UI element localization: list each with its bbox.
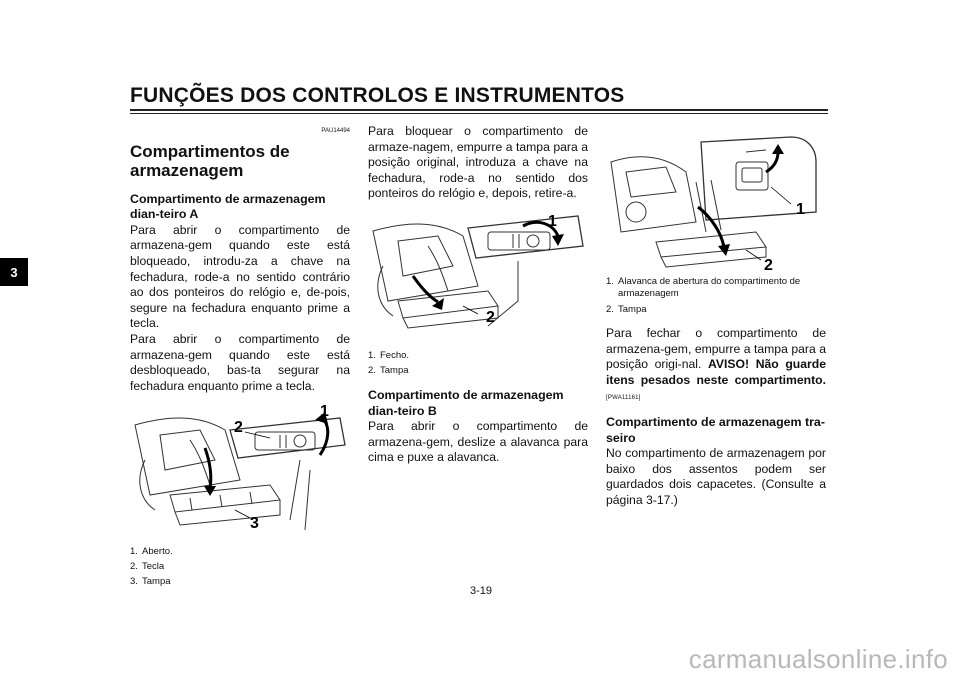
figure-front-storage-b — [606, 132, 826, 272]
figure-front-storage-a — [130, 400, 350, 540]
figure-legend-lock — [368, 348, 588, 378]
callout-1: 1 — [548, 212, 557, 230]
callout-2: 2 — [764, 257, 773, 272]
illustration-storage-b — [606, 132, 826, 272]
paragraph-open-b: Para abrir o compartimento de armazena-gem, deslize a alavanca para cima e puxe a alavanca. — [368, 419, 588, 465]
legend-item: 2. Tampa — [368, 364, 409, 376]
callout-2: 2 — [486, 308, 495, 326]
callout-1: 1 — [320, 403, 329, 421]
paragraph-open-locked: Para abrir o compartimento de armazena-gem quando este está bloqueado, introdu-za a chave na fechadura, rode-a no sentido contrário ao dos ponteiros do relógio e, de-pois, segure na fechadura enquanto prime a tecla. — [130, 222, 350, 331]
callout-3: 3 — [250, 515, 259, 533]
subsection-title-front-b: Compartimento de armazenagem dian-teiro B — [368, 387, 564, 418]
figure-front-storage-lock — [368, 206, 588, 346]
legend-item: 1. Aberto. — [130, 546, 173, 558]
column-1 — [130, 124, 350, 589]
header-rule-thin — [130, 113, 828, 114]
paragraph-lock: Para bloquear o compartimento de armaze-nagem, empurre a tampa para a posição original, introduza a chave na fechadura, rode-a no sentido dos ponteiros do relógio e, depois, retire-a. — [368, 124, 588, 201]
page-header-title: FUNÇÕES DOS CONTROLOS E INSTRUMENTOS — [130, 84, 625, 107]
warning-notice: AVISO! Não guarde itens pesados neste compartimento. — [606, 357, 826, 387]
paragraph-open-unlocked: Para abrir o compartimento de armazena-gem quando este está desbloqueado, bas-ta segurar na fechadura enquanto prime a tecla. — [130, 331, 350, 393]
paragraph-rear: No compartimento de armazenagem por baixo dos assentos podem ser guardados dois capacetes. (Consulte a página 3-17.) — [606, 446, 826, 507]
column-3 — [606, 124, 826, 509]
legend-item: 3. Tampa — [130, 576, 171, 588]
illustration-storage-lock — [368, 206, 588, 346]
warning-code: [PWA11161] — [606, 395, 641, 402]
legend-item: 2. Tecla — [130, 561, 165, 573]
callout-2: 2 — [234, 419, 243, 437]
illustration-storage-a — [130, 400, 350, 540]
column-2 — [368, 124, 588, 466]
legend-item: 1. Alavanca de abertura do compartimento de armazenagem — [606, 276, 801, 299]
legend-item: 2. Tampa — [606, 304, 647, 315]
figure-legend-a — [130, 544, 350, 589]
section-title: Compartimentos de armazenagem — [130, 141, 290, 180]
section-code: PAU14494 — [321, 128, 350, 134]
subsection-title-front-a: Compartimento de armazenagem dian-teiro A — [130, 191, 326, 222]
close-text: Para fechar o compartimento de armazena-gem, empurre a tampa para a posição origi-nal. — [606, 326, 826, 372]
header-rule — [130, 109, 828, 111]
chapter-tab: 3 — [0, 258, 28, 286]
callout-1: 1 — [796, 201, 805, 218]
page-number: 3-19 — [470, 585, 493, 597]
legend-item: 1. Fecho. — [368, 349, 410, 361]
watermark: carmanualsonline.info — [688, 644, 948, 674]
paragraph-close — [606, 326, 826, 407]
subsection-title-rear: Compartimento de armazenagem tra-seiro — [606, 414, 825, 445]
figure-legend-b — [606, 276, 826, 316]
